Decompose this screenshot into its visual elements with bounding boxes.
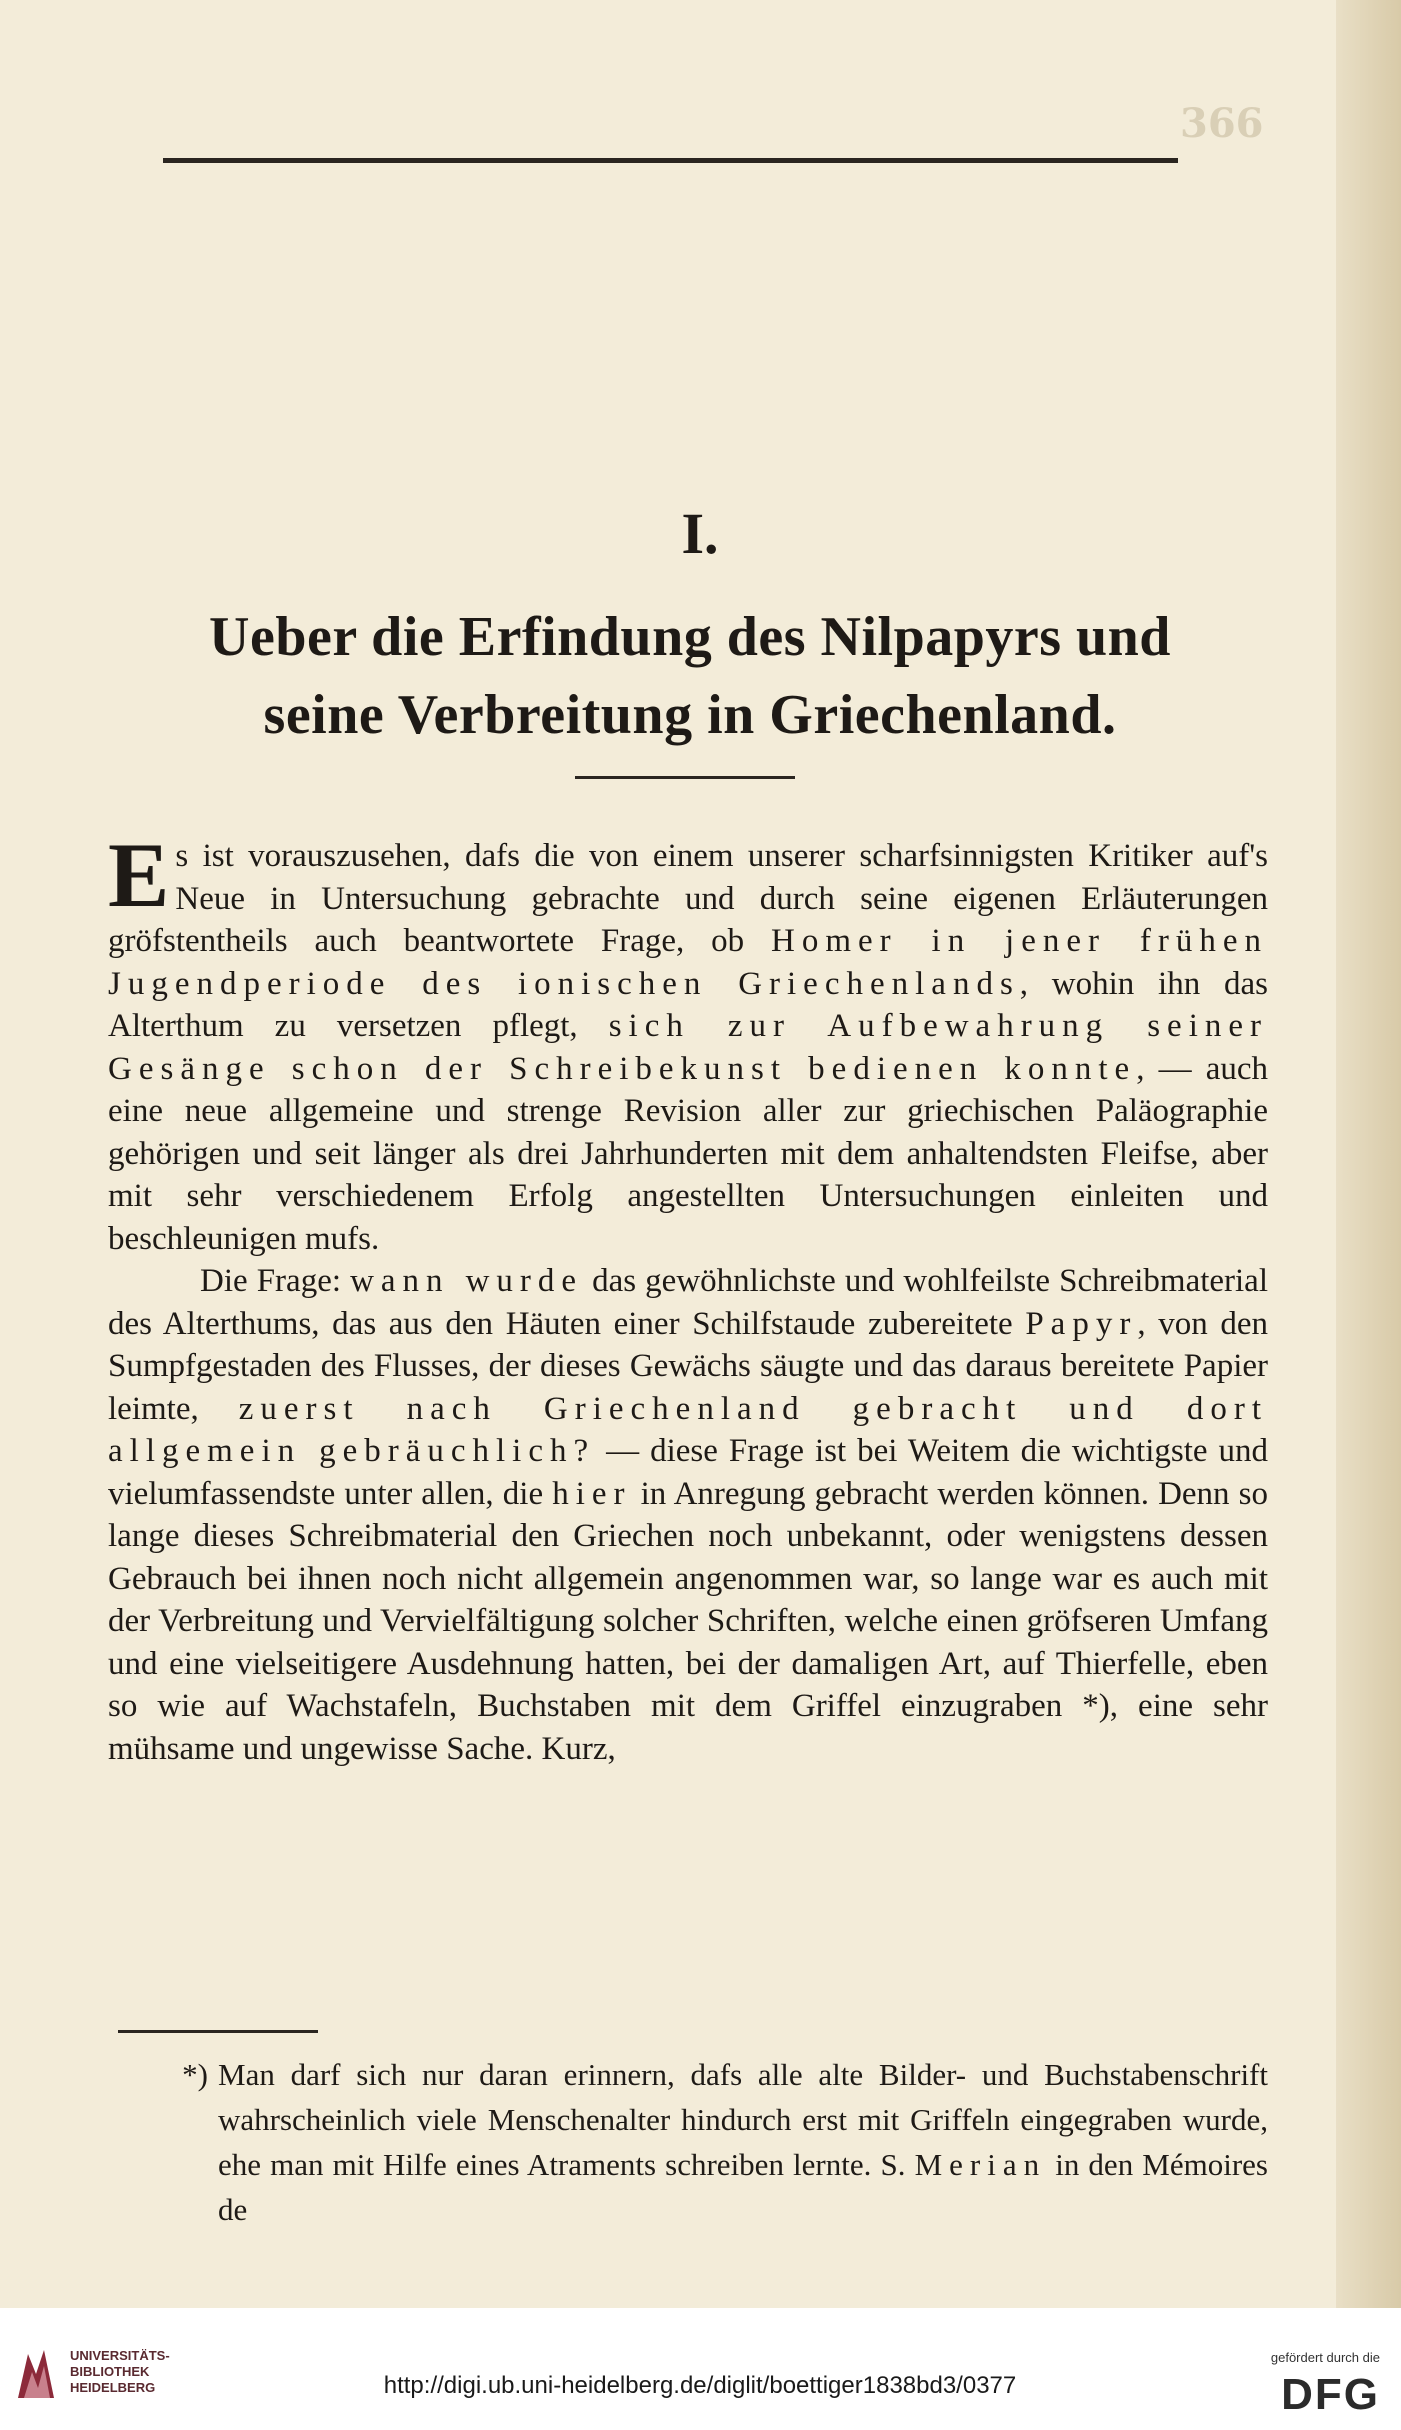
page-number: 366 — [1180, 100, 1264, 147]
header-rule — [163, 158, 1178, 163]
body-text — [108, 824, 1269, 1770]
funding-note: gefördert durch die — [1270, 2350, 1380, 2365]
footnote — [118, 2052, 1268, 2232]
permalink-url[interactable]: http://digi.ub.uni-heidelberg.de/diglit/boettiger1838bd3/0377 — [383, 2372, 1017, 2399]
chapter-title — [100, 598, 1280, 754]
p2-text-3: , von den Sumpfgestaden des Flusses, der dieses Gewächs säugte und das daraus bereitete Papier leimte, — [108, 1305, 1268, 1427]
p1-spaced-1: Homer in jener frühen Jugendperiode des ionischen Griechenlands — [108, 923, 1268, 1002]
p2-text-1: Die Frage: — [200, 1263, 351, 1299]
page-edge — [1336, 0, 1401, 2308]
library-name-line-1: UNIVERSITÄTS- — [70, 2348, 170, 2363]
footnote-text — [218, 2052, 1268, 2232]
p2-spaced-1: wann wurde — [350, 1263, 584, 1299]
dfg-logo: DFG — [1281, 2370, 1380, 2419]
footnote-spaced: Merian — [914, 2147, 1047, 2182]
footnote-mark: *) — [182, 2057, 208, 2092]
library-name — [70, 2348, 170, 2396]
chapter-numeral: I. — [681, 501, 719, 566]
footnote-text-2: in den Mémoires de — [218, 2147, 1268, 2227]
p2-spaced-4: hier — [552, 1475, 632, 1512]
p2-spaced-2: Papyr — [1025, 1305, 1138, 1342]
chapter-title-line-1: Ueber die Erfindung des Nilpapyrs und — [209, 606, 1171, 668]
p2-text-4: — diese Frage ist bei Weitem die wichtigste und vielumfassendste unter allen, die — [108, 1433, 1268, 1512]
p1-text-2: , wohin ihn das Alterthum zu versetzen pflegt, — [108, 965, 1268, 1044]
paragraph-2 — [108, 1260, 1268, 1770]
chapter-title-line-2: seine Verbreitung in Griechenland. — [263, 684, 1117, 746]
p1-text-1: s ist vorauszusehen, dafs die von einem unserer scharfsinnigsten Kritiker auf's Neue in Untersuchung gebrachte und durch seine eigenen Erläuterungen gröfstentheils auch beantwortete Frage, ob — [108, 838, 1268, 959]
university-library-logo-icon — [14, 2344, 58, 2402]
footer-bar — [0, 2308, 1401, 2430]
footnote-rule — [118, 2030, 318, 2033]
p2-text-5: in Anregung gebracht werden können. Denn so lange dieses Schreibmaterial den Griechen noch unbekannt, oder wenigstens dessen Gebrauch bei ihnen noch nicht allgemein angenommen war, so lange war es auch mit der Verbreitung und Vervielfältigung solcher Schriften, welche einen gröfseren Umfang und eine vielseitigere Ausdehnung hatten, bei der damaligen Art, auf Thierfelle, eben so wie auf Wachstafeln, Buchstaben mit dem Griffel einzugraben *), eine sehr mühsame und ungewisse Sache. Kurz, — [108, 1475, 1268, 1767]
title-rule — [575, 776, 795, 779]
drop-cap: E — [108, 824, 170, 926]
p1-text-3: , — auch eine neue allgemeine und strenge Revision aller zur griechischen Paläographie gehörigen und seit länger als drei Jahrhunderten mit dem anhaltendsten Fleifse, aber mit sehr verschiedenem Erfolg angestellten Untersuchungen einleiten und beschleunigen mufs. — [108, 1050, 1268, 1257]
p2-text-2: das gewöhnlichste und wohlfeilste Schreibmaterial des Alterthums, das aus den Häuten einer Schilfstaude zubereitete — [108, 1263, 1269, 1342]
footnote-text-1: Man darf sich nur daran erinnern, dafs alle alte Bilder- und Buchstabenschrift wahrscheinlich viele Menschenalter hindurch erst mit Griffeln eingegraben wurde, ehe man mit Hilfe eines Atraments schreiben lernte. S. — [218, 2057, 1268, 2182]
library-name-line-2: BIBLIOTHEK — [70, 2364, 150, 2379]
p1-spaced-2: sich zur Aufbewahrung seiner Gesänge schon der Schreibekunst bedienen konnte — [108, 1008, 1269, 1087]
p2-spaced-3: zuerst nach Griechenland gebracht und dort allgemein gebräuchlich? — [108, 1390, 1268, 1469]
paragraph-1 — [108, 824, 1269, 1260]
library-name-line-3: HEIDELBERG — [70, 2380, 156, 2395]
